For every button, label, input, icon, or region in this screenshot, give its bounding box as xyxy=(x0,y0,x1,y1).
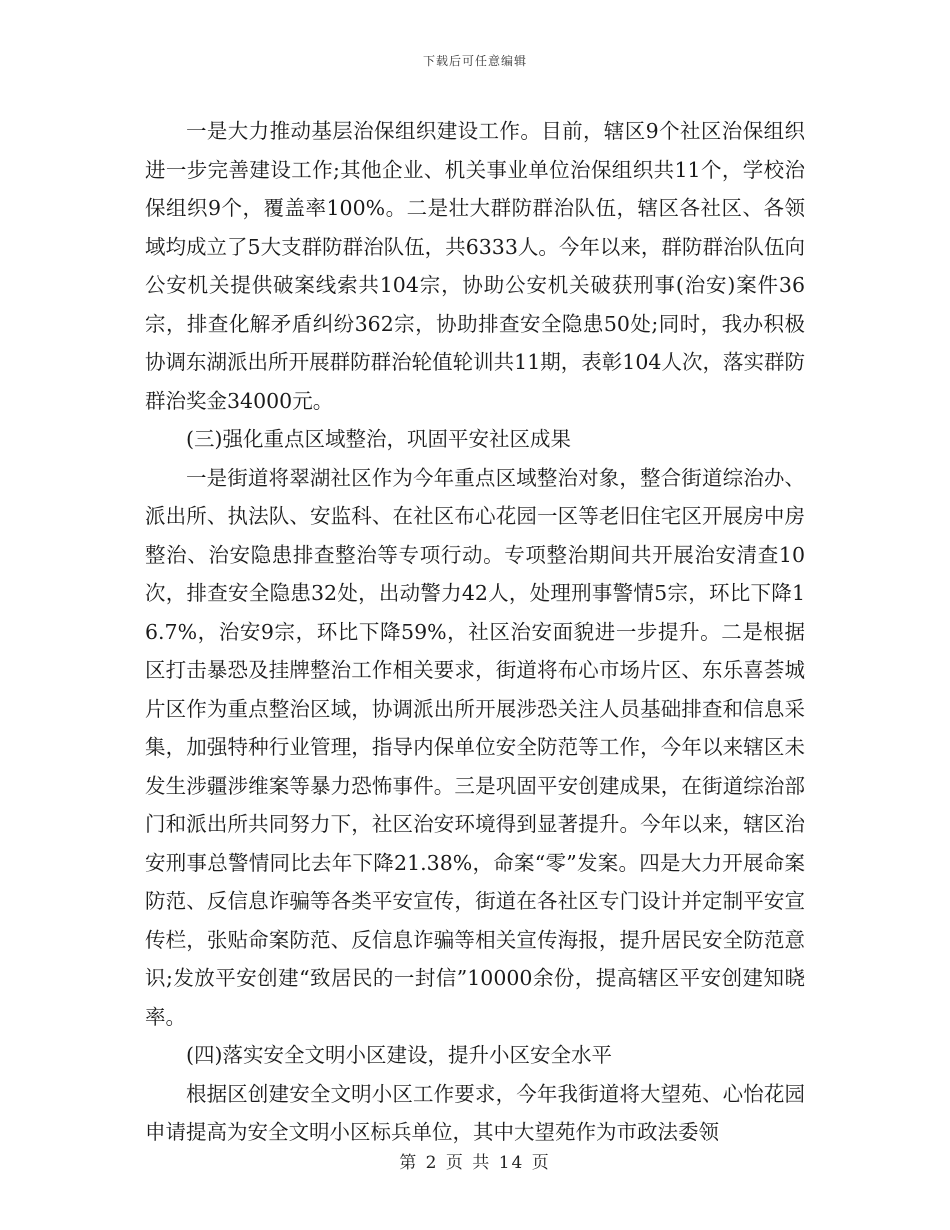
page-footer: 第 2 页 共 14 页 xyxy=(399,1153,551,1173)
document-body xyxy=(145,112,805,1152)
page-header: 下载后可任意编辑 xyxy=(422,54,527,68)
paragraph-safe-community: 根据区创建安全文明小区工作要求，今年我街道将大望苑、心怡花园申请提高为安全文明小区标兵单位，其中大望苑作为市政法委领 xyxy=(145,1081,805,1144)
paragraph-organization: 一是大力推动基层治保组织建设工作。目前，辖区9个社区治保组织进一步完善建设工作;其他企业、机关事业单位治保组织共11个，学校治保组织9个，覆盖率100%。二是壮大群防群治队伍，辖区各社区、各领域均成立了5大支群防群治队伍，共6333人。今年以来，群防群治队伍向公安机关提供破案线索共104宗，协助公安机关破获刑事(治安)案件36宗，排查化解矛盾纠纷362宗，协助排查安全隐患50处;同时，我办积极协调东湖派出所开展群防群治轮值轮训共11期，表彰104人次，落实群防群治奖金34000元。 xyxy=(145,119,805,413)
section-heading-4: (四)落实安全文明小区建设，提升小区安全水平 xyxy=(186,1043,612,1067)
paragraph-key-area: 一是街道将翠湖社区作为今年重点区域整治对象，整合街道综治办、派出所、执法队、安监科、在社区布心花园一区等老旧住宅区开展房中房整治、治安隐患排查整治等专项行动。专项整治期间共开展治安清查10次，排查安全隐患32处，出动警力42人，处理刑事警情5宗，环比下降16.7%，治安9宗，环比下降59%，社区治安面貌进一步提升。二是根据区打击暴恐及挂牌整治工作相关要求，街道将布心市场片区、东乐喜荟城片区作为重点整治区域，协调派出所开展涉恐关注人员基础排查和信息采集，加强特种行业管理，指导内保单位安全防范等工作，今年以来辖区未发生涉疆涉维案等暴力恐怖事件。三是巩固平安创建成果，在街道综治部门和派出所共同努力下，社区治安环境得到显著提升。今年以来，辖区治安刑事总警情同比去年下降21.38%，命案“零”发案。四是大力开展命案防范、反信息诈骗等各类平安宣传，街道在各社区专门设计并定制平安宣传栏，张贴命案防范、反信息诈骗等相关宣传海报，提升居民安全防范意识;发放平安创建“致居民的一封信”10000余份，提高辖区平安创建知晓率。 xyxy=(145,465,805,1029)
section-heading-3: (三)强化重点区域整治，巩固平安社区成果 xyxy=(186,427,571,451)
